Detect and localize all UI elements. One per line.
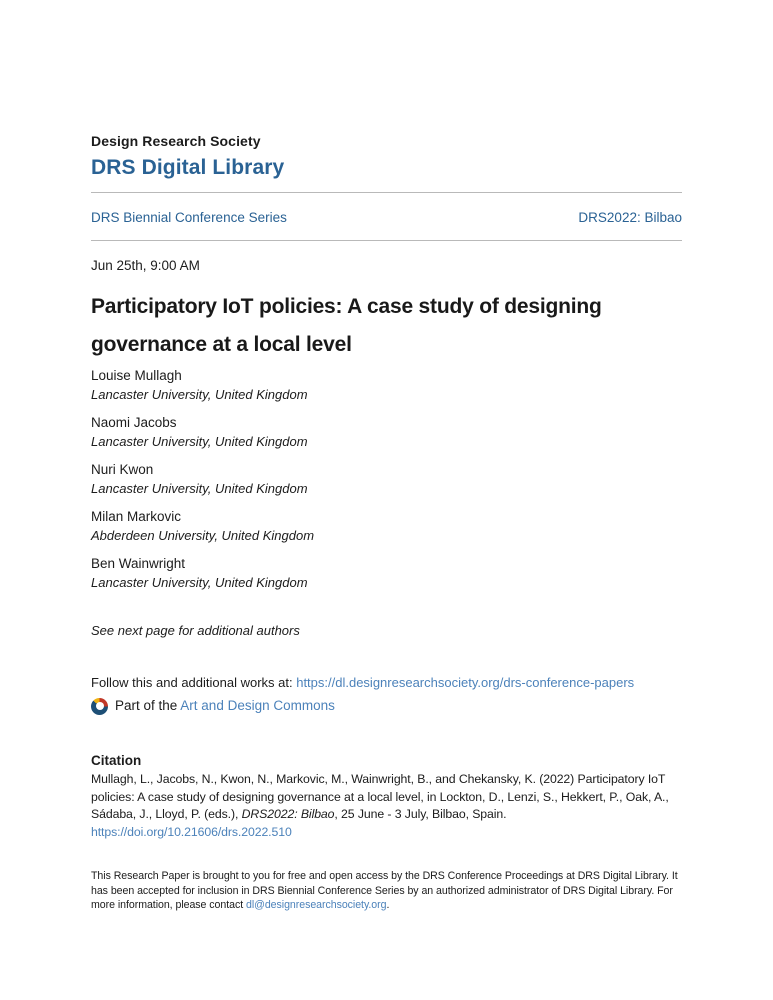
author-name: Louise Mullagh — [91, 368, 182, 383]
commons-link[interactable]: Art and Design Commons — [180, 698, 335, 713]
commons-prefix-label: Part of the — [115, 698, 181, 713]
header-divider — [91, 192, 682, 193]
digital-commons-network-icon — [91, 698, 108, 715]
citation-section — [91, 753, 682, 841]
site-title-link[interactable]: DRS Digital Library — [91, 156, 285, 179]
author-list — [91, 368, 682, 590]
author-entry — [91, 462, 682, 496]
author-affiliation: Lancaster University, United Kingdom — [91, 387, 308, 402]
nav-divider — [91, 240, 682, 241]
author-entry — [91, 415, 682, 449]
author-name: Milan Markovic — [91, 509, 182, 524]
citation-body-start: Mullagh, L., Jacobs, N., Kwon, N., Markovic, M., Wainwright, B., and Chekansky, K. (2022) Participatory IoT policies: A case study of designing governance at a local level, in Lockton, D., Lenzi, S., Hekkert, P., Oak, A., Sádaba, J., Lloyd, P. (eds.), — [91, 772, 669, 821]
paper-title: Participatory IoT policies: A case study of designing governance at a local level — [91, 295, 602, 356]
follow-works-label: Follow this and additional works at: — [91, 675, 297, 690]
author-entry — [91, 509, 682, 543]
author-name: Ben Wainwright — [91, 556, 186, 571]
author-affiliation: Lancaster University, United Kingdom — [91, 481, 308, 496]
conference-series-link[interactable]: DRS Biennial Conference Series — [91, 210, 287, 225]
access-statement-text: This Research Paper is brought to you for free and open access by the DRS Conference Proceedings at DRS Digital Library. It has been accepted for inclusion in DRS Biennial Conference Series by an authorized administrator of DRS Digital Library. For more information, please contact — [91, 870, 678, 911]
author-affiliation: Lancaster University, United Kingdom — [91, 575, 308, 590]
session-datetime: Jun 25th, 9:00 AM — [91, 258, 200, 273]
conference-nav — [91, 210, 682, 226]
citation-heading: Citation — [91, 753, 142, 768]
conference-event-link[interactable]: DRS2022: Bilbao — [578, 210, 682, 225]
access-statement — [91, 869, 682, 913]
citation-body-end: , 25 June - 3 July, Bilbao, Spain. — [334, 807, 507, 821]
repository-url-link[interactable]: https://dl.designresearchsociety.org/drs-conference-papers — [296, 675, 635, 690]
author-entry — [91, 556, 682, 590]
publisher-name: Design Research Society — [91, 133, 261, 149]
author-entry — [91, 368, 682, 402]
additional-authors-note: See next page for additional authors — [91, 623, 300, 638]
access-statement-period: . — [386, 899, 390, 911]
author-name: Naomi Jacobs — [91, 415, 177, 430]
author-affiliation: Abderdeen University, United Kingdom — [91, 528, 315, 543]
contact-email-link[interactable]: dl@designresearchsociety.org — [245, 899, 387, 911]
commons-line — [91, 697, 682, 715]
doi-link[interactable]: https://doi.org/10.21606/drs.2022.510 — [91, 824, 292, 839]
commons-line-text — [115, 697, 335, 715]
author-affiliation: Lancaster University, United Kingdom — [91, 434, 308, 449]
citation-text — [91, 771, 682, 841]
author-name: Nuri Kwon — [91, 462, 154, 477]
citation-conference-title: DRS2022: Bilbao — [241, 807, 335, 821]
follow-works-line — [91, 675, 682, 691]
site-header — [91, 133, 682, 180]
